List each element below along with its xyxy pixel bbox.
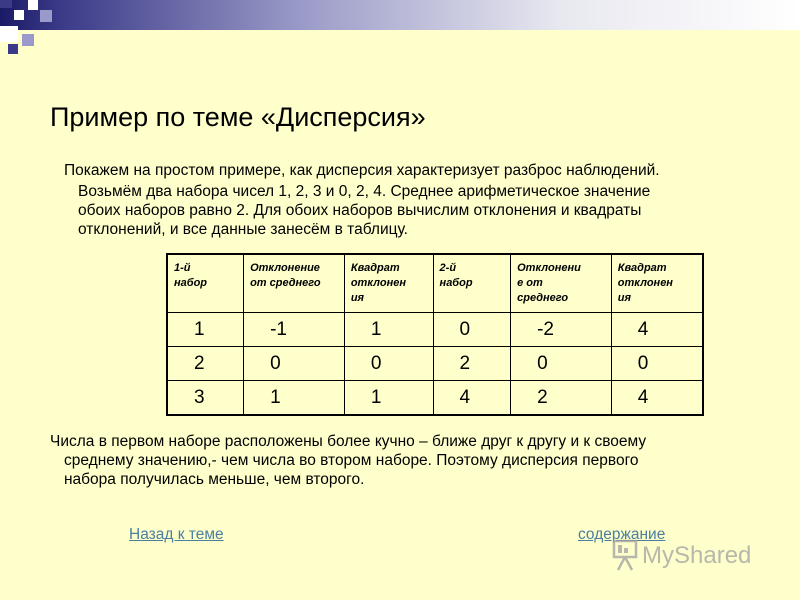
table-cell: 1	[244, 381, 345, 416]
header-deviation1: Отклонение от среднего	[244, 254, 345, 313]
back-to-topic-link[interactable]: Назад к теме	[129, 526, 224, 543]
header-set2: 2-й набор	[433, 254, 511, 313]
header-set1: 1-й набор	[167, 254, 244, 313]
table-cell: 1	[344, 313, 433, 347]
decor-square	[28, 0, 38, 10]
conclusion-paragraph	[50, 432, 770, 489]
decor-square	[22, 34, 34, 46]
table-cell: 4	[611, 313, 703, 347]
table-cell: 1	[167, 313, 244, 347]
table-row	[167, 313, 703, 347]
table-cell: 4	[611, 381, 703, 416]
decor-square	[8, 44, 18, 54]
decor-square	[0, 26, 18, 42]
table-cell: 0	[244, 347, 345, 381]
deviation-table	[166, 253, 704, 416]
decor-square	[0, 0, 12, 8]
intro-line: обоих наборов равно 2. Для обоих наборов вычислим отклонения и квадраты	[78, 202, 642, 219]
table-cell: 2	[433, 347, 511, 381]
watermark-logo	[612, 538, 772, 574]
table-cell: 1	[344, 381, 433, 416]
table-cell: 0	[611, 347, 703, 381]
watermark-text: MyShared	[642, 542, 752, 569]
conclusion-line: набора получилась меньше, чем второго.	[64, 471, 365, 488]
intro-line: отклонений, и все данные занесём в таблицу.	[78, 221, 408, 238]
table-cell: 2	[167, 347, 244, 381]
header-square1: Квадрат отклонен ия	[344, 254, 433, 313]
decor-square	[40, 10, 52, 22]
top-decorative-band	[0, 0, 800, 30]
decor-square	[14, 10, 24, 20]
conclusion-line: среднему значению,- чем числа во втором наборе. Поэтому дисперсия первого	[64, 452, 639, 469]
intro-line: Покажем на простом примере, как дисперсия характеризует разброс наблюдений.	[64, 162, 660, 179]
table-cell: 3	[167, 381, 244, 416]
table-cell: 0	[344, 347, 433, 381]
table-header-row	[167, 254, 703, 313]
header-deviation2: Отклонени е от среднего	[511, 254, 612, 313]
table-cell: 4	[433, 381, 511, 416]
presentation-board-icon	[612, 538, 638, 572]
table-row	[167, 381, 703, 416]
contents-link[interactable]: содержание	[578, 526, 666, 543]
table-cell: -1	[244, 313, 345, 347]
table-row	[167, 347, 703, 381]
header-square2: Квадрат отклонен ия	[611, 254, 703, 313]
slide-title: Пример по теме «Дисперсия»	[50, 102, 426, 133]
intro-line: Возьмём два набора чисел 1, 2, 3 и 0, 2, 4. Среднее арифметическое значение	[78, 183, 651, 200]
table-cell: 2	[511, 381, 612, 416]
conclusion-line: Числа в первом наборе расположены более кучно – ближе друг к другу и к своему	[50, 433, 647, 450]
table-cell: 0	[511, 347, 612, 381]
intro-paragraph	[78, 182, 758, 239]
table-cell: 0	[433, 313, 511, 347]
table-cell: -2	[511, 313, 612, 347]
